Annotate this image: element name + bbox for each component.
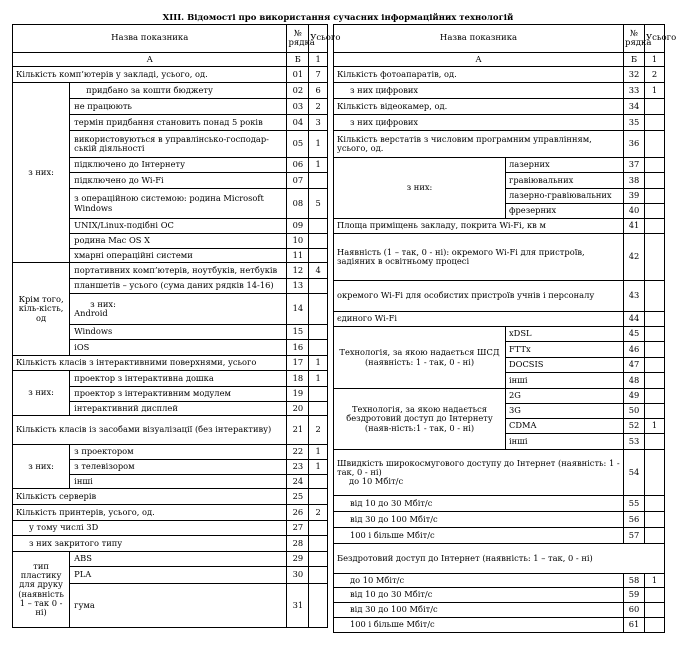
row-number: 13 — [287, 279, 309, 294]
row-value — [645, 358, 665, 373]
header-total: Усього — [309, 25, 328, 53]
table-row — [334, 544, 665, 574]
table-row — [334, 131, 665, 158]
table-row — [13, 416, 328, 445]
header-col-1: 1 — [645, 53, 665, 67]
table-row — [334, 312, 665, 327]
table-row — [13, 67, 328, 83]
row-value — [645, 131, 665, 158]
row-label: Windows — [70, 325, 287, 340]
row-label: з операційною системою: родина Microsoft Windows — [70, 189, 287, 219]
left-table — [12, 24, 341, 628]
row-number: 19 — [287, 387, 309, 402]
row-value — [309, 536, 328, 552]
row-label: від 10 до 30 Мбіт/с — [334, 588, 624, 603]
row-label — [334, 450, 624, 496]
row-number: 59 — [624, 588, 645, 603]
row-value — [645, 496, 665, 512]
row-label: Кількість класів із засобами візуалізації (без інтерактиву) — [13, 416, 287, 445]
row-label: Кількість серверів — [13, 489, 287, 505]
row-value — [645, 99, 665, 115]
row-value — [309, 552, 328, 567]
row-label: гума — [70, 584, 287, 628]
row-number: 45 — [624, 327, 645, 342]
row-number: 38 — [624, 173, 645, 189]
group-label: Технологія, за якою надається ШСД (наявність: 1 - так, 0 - ні) — [334, 327, 506, 389]
row-label: не працюють — [70, 99, 287, 115]
header-row-no: № рядка — [624, 25, 645, 53]
row-label: до 10 Мбіт/с — [334, 574, 624, 588]
row-number: 47 — [624, 358, 645, 373]
row-value — [645, 404, 665, 419]
row-label: xDSL — [506, 327, 624, 342]
row-sublabel: до 10 Мбіт/с — [349, 476, 404, 487]
row-value — [309, 402, 328, 416]
row-value — [309, 584, 328, 628]
table-row — [334, 327, 665, 342]
row-number: 48 — [624, 373, 645, 389]
header-total: Усього — [645, 25, 665, 53]
row-label: інші — [506, 434, 624, 450]
row-label: гравіювальних — [506, 173, 624, 189]
row-label: DOCSIS — [506, 358, 624, 373]
row-number: 34 — [624, 99, 645, 115]
row-value — [309, 387, 328, 402]
row-label: проектор з інтерактивна дошка — [70, 371, 287, 387]
table-row — [334, 158, 665, 173]
row-number: 33 — [624, 83, 645, 99]
table-row — [334, 83, 665, 99]
row-label: Кількість комп’ютерів у закладі, усього, од. — [13, 67, 287, 83]
row-number: 28 — [287, 536, 309, 552]
row-label: Кількість фотоапаратів, од. — [334, 67, 624, 83]
row-value: 7 — [309, 67, 328, 83]
row-value: 1 — [309, 371, 328, 387]
row-number: 36 — [624, 131, 645, 158]
row-number: 21 — [287, 416, 309, 445]
row-value: 1 — [645, 419, 665, 434]
row-number: 56 — [624, 512, 645, 528]
row-value — [309, 340, 328, 356]
row-label: фрезерних — [506, 204, 624, 219]
row-label: інші — [506, 373, 624, 389]
table-row — [334, 389, 665, 404]
header-row-no: № рядка — [287, 25, 309, 53]
row-number: 35 — [624, 115, 645, 131]
row-label: з них цифрових — [334, 115, 624, 131]
row-value — [309, 173, 328, 189]
row-label: підключено до Wi-Fi — [70, 173, 287, 189]
row-number: 30 — [287, 567, 309, 584]
table-row — [334, 450, 665, 496]
row-value — [645, 281, 665, 312]
row-number: 02 — [287, 83, 309, 99]
row-value — [645, 603, 665, 618]
row-label: портативних комп’ютерів, ноутбуків, нетбуків — [70, 263, 287, 279]
row-value: 4 — [309, 263, 328, 279]
row-label: Кількість класів з інтерактивними поверхнями, усього — [13, 356, 287, 371]
row-number: 41 — [624, 219, 645, 234]
table-row — [334, 512, 665, 528]
row-number: 43 — [624, 281, 645, 312]
row-label: 3G — [506, 404, 624, 419]
row-label: у тому числі 3D — [13, 521, 287, 536]
table-row — [13, 552, 328, 567]
row-number: 49 — [624, 389, 645, 404]
header-col-1: 1 — [309, 53, 328, 67]
row-number: 55 — [624, 496, 645, 512]
table-row — [13, 263, 328, 279]
row-value: 2 — [645, 67, 665, 83]
row-number: 40 — [624, 204, 645, 219]
row-value: 2 — [309, 99, 328, 115]
row-label: лазерних — [506, 158, 624, 173]
row-value — [645, 450, 665, 496]
header-name: Назва показника — [334, 25, 624, 53]
row-label: PLA — [70, 567, 287, 584]
header-col-a: А — [334, 53, 624, 67]
row-number: 22 — [287, 445, 309, 460]
row-label: Площа приміщень закладу, покрита Wi-Fi, кв м — [334, 219, 624, 234]
row-label: інтерактивний дисплей — [70, 402, 287, 416]
row-label: CDMA — [506, 419, 624, 434]
row-number: 27 — [287, 521, 309, 536]
row-number: 61 — [624, 618, 645, 633]
row-label: підключено до Інтернету — [70, 158, 287, 173]
header-col-a: А — [13, 53, 287, 67]
section-title: XIII. Відомості про використання сучасних інформаційних технологій — [162, 13, 514, 23]
row-number: 31 — [287, 584, 309, 628]
row-value — [645, 327, 665, 342]
row-value — [645, 219, 665, 234]
row-value — [309, 325, 328, 340]
row-number: 57 — [624, 528, 645, 544]
row-number: 05 — [287, 131, 309, 158]
row-label: родина Mac OS X — [70, 234, 287, 249]
row-number: 26 — [287, 505, 309, 521]
table-row — [13, 371, 328, 387]
row-number: 24 — [287, 475, 309, 489]
row-value — [645, 189, 665, 204]
table-row — [334, 219, 665, 234]
row-value: 1 — [309, 445, 328, 460]
row-value — [645, 512, 665, 528]
table-row — [334, 234, 665, 281]
row-label: придбано за кошти бюджету — [70, 83, 287, 99]
row-number: 50 — [624, 404, 645, 419]
row-label-text: Швидкість широкосмугового доступу до Інтернет (наявність: 1 - так, 0 - ні) — [337, 457, 620, 477]
row-label: 100 і більше Мбіт/с — [334, 528, 624, 544]
group-label: з них: — [13, 445, 70, 489]
row-value — [309, 475, 328, 489]
row-value — [645, 158, 665, 173]
table-row — [334, 618, 665, 633]
row-number: 60 — [624, 603, 645, 618]
row-label: з них цифрових — [334, 83, 624, 99]
row-value — [645, 373, 665, 389]
row-label: використовуються в управлінсько-господар-ській діяльності — [70, 131, 287, 158]
row-value — [645, 618, 665, 633]
table-row — [334, 67, 665, 83]
row-value: 1 — [309, 460, 328, 475]
row-label: окремого Wi-Fi для особистих пристроїв учнів і персоналу — [334, 281, 624, 312]
row-label: планшетів – усього (сума даних рядків 14-16) — [70, 279, 287, 294]
row-value: 3 — [309, 115, 328, 131]
row-label: від 10 до 30 Мбіт/с — [334, 496, 624, 512]
row-number: 53 — [624, 434, 645, 450]
row-number: 42 — [624, 234, 645, 281]
row-label: лазерно-гравіювальних — [506, 189, 624, 204]
row-label: проектор з інтерактивним модулем — [70, 387, 287, 402]
row-label: з проектором — [70, 445, 287, 460]
row-label — [70, 294, 287, 325]
row-value: 5 — [309, 189, 328, 219]
row-number: 08 — [287, 189, 309, 219]
row-number: 39 — [624, 189, 645, 204]
group-label: з них: — [13, 83, 70, 263]
row-label: єдиного Wi-Fi — [334, 312, 624, 327]
table-row — [334, 496, 665, 512]
row-value — [309, 294, 328, 325]
row-value — [645, 204, 665, 219]
row-number: 23 — [287, 460, 309, 475]
group-label: Крім того, кіль-кість, од — [13, 263, 70, 356]
header-col-b: Б — [287, 53, 309, 67]
row-value — [309, 279, 328, 294]
row-label: термін придбання становить понад 5 років — [70, 115, 287, 131]
row-label: інші — [70, 475, 287, 489]
row-value: 2 — [309, 505, 328, 521]
row-label: Наявність (1 – так, 0 - ні): окремого Wi-Fi для пристроїв, задіяних в освітньому процесі — [334, 234, 624, 281]
row-value: 1 — [309, 356, 328, 371]
row-label-text: Android — [74, 308, 108, 318]
row-number: 32 — [624, 67, 645, 83]
row-number: 20 — [287, 402, 309, 416]
row-value — [309, 249, 328, 263]
row-value — [645, 588, 665, 603]
section-label: Бездротовий доступ до Інтернет (наявність: 1 – так, 0 - ні) — [334, 544, 665, 574]
row-number: 58 — [624, 574, 645, 588]
row-label: Кількість відеокамер, од. — [334, 99, 624, 115]
row-label: 100 і більше Мбіт/с — [334, 618, 624, 633]
row-label: iOS — [70, 340, 287, 356]
row-value — [645, 389, 665, 404]
row-number: 03 — [287, 99, 309, 115]
row-number: 06 — [287, 158, 309, 173]
row-value — [309, 567, 328, 584]
row-value — [309, 521, 328, 536]
row-number: 01 — [287, 67, 309, 83]
row-label: з них закритого типу — [13, 536, 287, 552]
right-table — [333, 24, 676, 633]
row-number: 14 — [287, 294, 309, 325]
table-row — [13, 445, 328, 460]
row-value — [309, 219, 328, 234]
row-value — [645, 115, 665, 131]
group-label: з них: — [334, 158, 506, 219]
row-number: 25 — [287, 489, 309, 505]
subgroup-label: з них: — [90, 298, 116, 309]
table-row — [13, 536, 328, 552]
table-row — [334, 528, 665, 544]
row-label: Кількість принтерів, усього, од. — [13, 505, 287, 521]
row-value — [645, 234, 665, 281]
table-row — [13, 521, 328, 536]
row-label: від 30 до 100 Мбіт/с — [334, 512, 624, 528]
row-value: 2 — [309, 416, 328, 445]
row-number: 29 — [287, 552, 309, 567]
row-number: 04 — [287, 115, 309, 131]
row-number: 18 — [287, 371, 309, 387]
table-row — [334, 99, 665, 115]
row-value: 1 — [645, 83, 665, 99]
row-number: 44 — [624, 312, 645, 327]
row-number: 11 — [287, 249, 309, 263]
row-value — [645, 342, 665, 358]
row-label: 2G — [506, 389, 624, 404]
row-number: 12 — [287, 263, 309, 279]
row-label: ABS — [70, 552, 287, 567]
table-row — [334, 574, 665, 588]
row-number: 09 — [287, 219, 309, 234]
row-number: 37 — [624, 158, 645, 173]
row-number: 07 — [287, 173, 309, 189]
group-label: з них: — [13, 371, 70, 416]
table-row — [13, 505, 328, 521]
table-row — [334, 281, 665, 312]
table-row — [334, 603, 665, 618]
row-value — [645, 312, 665, 327]
row-label: від 30 до 100 Мбіт/с — [334, 603, 624, 618]
table-row — [334, 588, 665, 603]
row-label: з телевізором — [70, 460, 287, 475]
row-number: 10 — [287, 234, 309, 249]
row-label: UNIX/Linux-подібні ОС — [70, 219, 287, 234]
row-value — [645, 528, 665, 544]
row-label: хмарні операційні системи — [70, 249, 287, 263]
table-row — [13, 83, 328, 99]
row-label: FTTx — [506, 342, 624, 358]
row-value — [309, 489, 328, 505]
header-name: Назва показника — [13, 25, 287, 53]
row-number: 52 — [624, 419, 645, 434]
row-value — [645, 434, 665, 450]
row-value: 1 — [645, 574, 665, 588]
row-number: 17 — [287, 356, 309, 371]
table-row — [13, 489, 328, 505]
row-value: 6 — [309, 83, 328, 99]
row-value — [309, 234, 328, 249]
row-number: 16 — [287, 340, 309, 356]
row-number: 15 — [287, 325, 309, 340]
group-label: тип пластику для друку (наявність 1 – так 0 - ні) — [13, 552, 70, 628]
row-label: Кількість верстатів з числовим програмним управлінням, усього, од. — [334, 131, 624, 158]
row-value — [645, 173, 665, 189]
header-col-b: Б — [624, 53, 645, 67]
table-row — [334, 115, 665, 131]
row-value: 1 — [309, 158, 328, 173]
group-label: Технологія, за якою надається бездротовий доступ до Інтернету (наяв-ність:1 - так, 0 - ні) — [334, 389, 506, 450]
row-number: 54 — [624, 450, 645, 496]
row-value: 1 — [309, 131, 328, 158]
row-number: 46 — [624, 342, 645, 358]
table-row — [13, 356, 328, 371]
